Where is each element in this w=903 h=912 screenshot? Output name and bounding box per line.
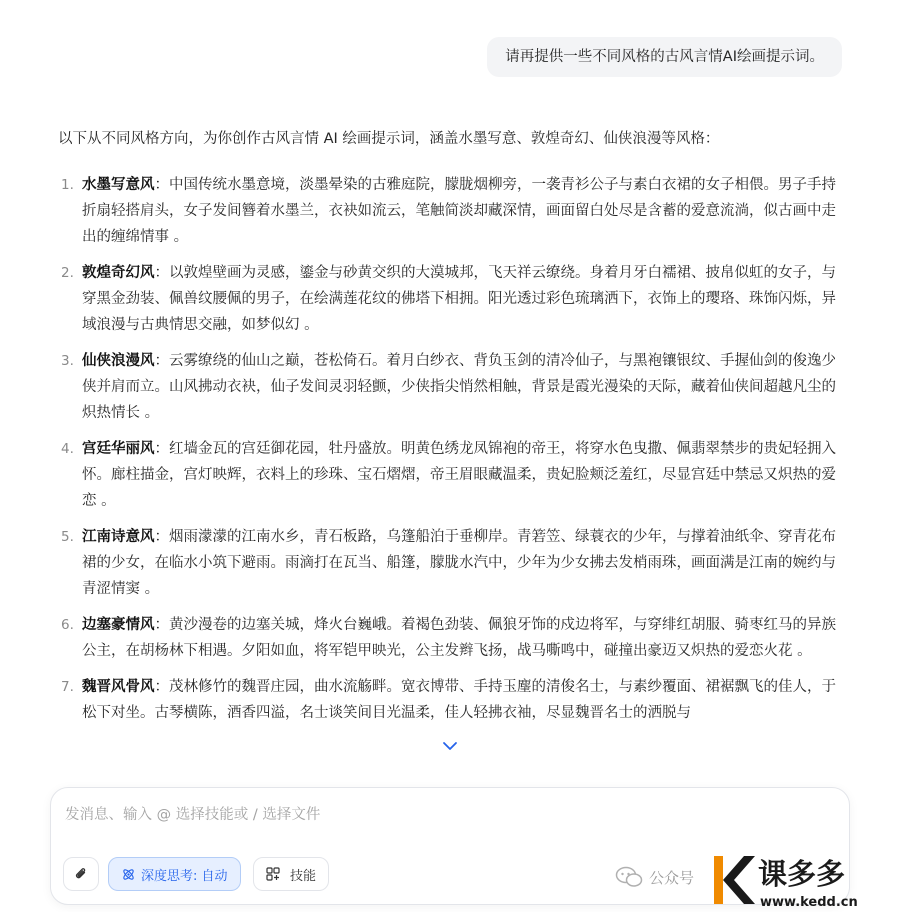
list-item-number: 6. bbox=[61, 617, 74, 633]
list-item-text: ：中国传统水墨意境，淡墨晕染的古雅庭院，朦胧烟柳旁，一袭青衫公子与素白衣裙的女子相偎。男子手持折扇轻搭肩头，女子发间簪着水墨兰，衣袂如流云，笔触简淡却藏深情，画面留白处尽是含蓄的爱意流淌，似古画中走出的缠绵情事 。 bbox=[82, 177, 836, 245]
list-item-number: 5. bbox=[61, 529, 74, 545]
list-item-number: 7. bbox=[61, 679, 74, 695]
list-item-title: 江南诗意风 bbox=[82, 529, 155, 545]
watermark-text: 公众号 bbox=[649, 868, 695, 887]
list-item-text: ：烟雨濛濛的江南水乡，青石板路，乌篷船泊于垂柳岸。青箬笠、绿蓑衣的少年，与撑着油纸伞、穿青花布裙的少女，在临水小筑下避雨。雨滴打在瓦当、船篷，朦胧水汽中，少年为少女拂去发梢雨珠，画面满是江南的婉约与青涩情窦 。 bbox=[82, 529, 836, 597]
chevron-down-icon bbox=[442, 741, 458, 751]
list-item-title: 仙侠浪漫风 bbox=[82, 353, 155, 369]
list-item bbox=[58, 524, 843, 602]
list-item bbox=[58, 348, 843, 426]
list-item-title: 敦煌奇幻风 bbox=[82, 265, 155, 281]
grid-icon bbox=[266, 867, 280, 881]
answer-intro: 以下从不同风格方向，为你创作古风言情 AI 绘画提示词，涵盖水墨写意、敦煌奇幻、仙侠浪漫等风格： bbox=[58, 131, 720, 147]
style-list bbox=[58, 172, 843, 726]
message-input[interactable] bbox=[65, 802, 825, 828]
watermark-wechat bbox=[615, 862, 694, 892]
list-item-number: 1. bbox=[61, 177, 74, 193]
list-item-number: 2. bbox=[61, 265, 74, 281]
brand-k-icon bbox=[714, 856, 755, 904]
list-item bbox=[58, 674, 843, 726]
atom-icon bbox=[121, 867, 136, 882]
list-item-title: 水墨写意风 bbox=[82, 177, 155, 193]
skills-button[interactable] bbox=[253, 857, 329, 891]
list-item-text: ：红墙金瓦的宫廷御花园，牡丹盛放。明黄色绣龙凤锦袍的帝王，将穿水色曳撒、佩翡翠禁步的贵妃轻拥入怀。廊柱描金，宫灯映辉，衣料上的珍珠、宝石熠熠，帝王眉眼藏温柔，贵妃脸颊泛羞红，尽显宫廷中禁忌又炽热的爱恋 。 bbox=[82, 441, 836, 509]
list-item bbox=[58, 172, 843, 250]
list-item-number: 4. bbox=[61, 441, 74, 457]
list-item bbox=[58, 260, 843, 338]
list-item-number: 3. bbox=[61, 353, 74, 369]
skills-label-text: 技能 bbox=[290, 868, 317, 884]
paperclip-icon bbox=[73, 866, 89, 882]
list-item-text: ：黄沙漫卷的边塞关城，烽火台巍峨。着褐色劲装、佩狼牙饰的戍边将军，与穿绯红胡服、骑枣红马的异族公主，在胡杨林下相遇。夕阳如血，将军铠甲映光，公主发辫飞扬，战马嘶鸣中，碰撞出豪迈又炽热的爱恋火花 。 bbox=[82, 617, 836, 659]
attach-file-button[interactable] bbox=[63, 857, 99, 891]
scroll-fade-overlay bbox=[0, 760, 903, 788]
list-item bbox=[58, 612, 843, 664]
deep-think-toggle[interactable] bbox=[108, 857, 241, 891]
brand-url: www.kedd.cn bbox=[760, 895, 858, 910]
wechat-icon bbox=[615, 866, 643, 888]
list-item-text: ：云雾缭绕的仙山之巅，苍松倚石。着月白纱衣、背负玉剑的清冷仙子，与黑袍镶银纹、手握仙剑的俊逸少侠并肩而立。山风拂动衣袂，仙子发间灵羽轻颤，少侠指尖悄然相触，背景是霞光漫染的天际，藏着仙侠间超越凡尘的炽热情长 。 bbox=[82, 353, 836, 421]
kedd-logo bbox=[706, 848, 901, 912]
assistant-answer bbox=[58, 128, 843, 736]
list-item-text: ：以敦煌壁画为灵感，鎏金与砂黄交织的大漠城邦，飞天祥云缭绕。身着月牙白襦裙、披帛似虹的女子，与穿黑金劲装、佩兽纹腰佩的男子，在绘满莲花纹的佛塔下相拥。阳光透过彩色琉璃洒下，衣饰上的璎珞、珠饰闪烁，异域浪漫与古典情思交融，如梦似幻 。 bbox=[82, 265, 836, 333]
list-item-title: 边塞豪情风 bbox=[82, 617, 155, 633]
list-item bbox=[58, 436, 843, 514]
brand-name: 课多多 bbox=[758, 857, 846, 891]
list-item-title: 宫廷华丽风 bbox=[82, 441, 155, 457]
list-item-text: ：茂林修竹的魏晋庄园，曲水流觞畔。宽衣博带、手持玉麈的清俊名士，与素纱覆面、裙裾飘飞的佳人，于松下对坐。古琴横陈，酒香四溢，名士谈笑间目光温柔，佳人轻拂衣袖，尽显魏晋名士的洒脱与 bbox=[82, 679, 836, 721]
deep-think-label: 深度思考: 自动 bbox=[141, 868, 228, 884]
list-item-title: 魏晋风骨风 bbox=[82, 679, 155, 695]
scroll-to-bottom-button[interactable] bbox=[436, 736, 464, 756]
user-message-bubble: 请再提供一些不同风格的古风言情AI绘画提示词。 bbox=[487, 37, 842, 77]
